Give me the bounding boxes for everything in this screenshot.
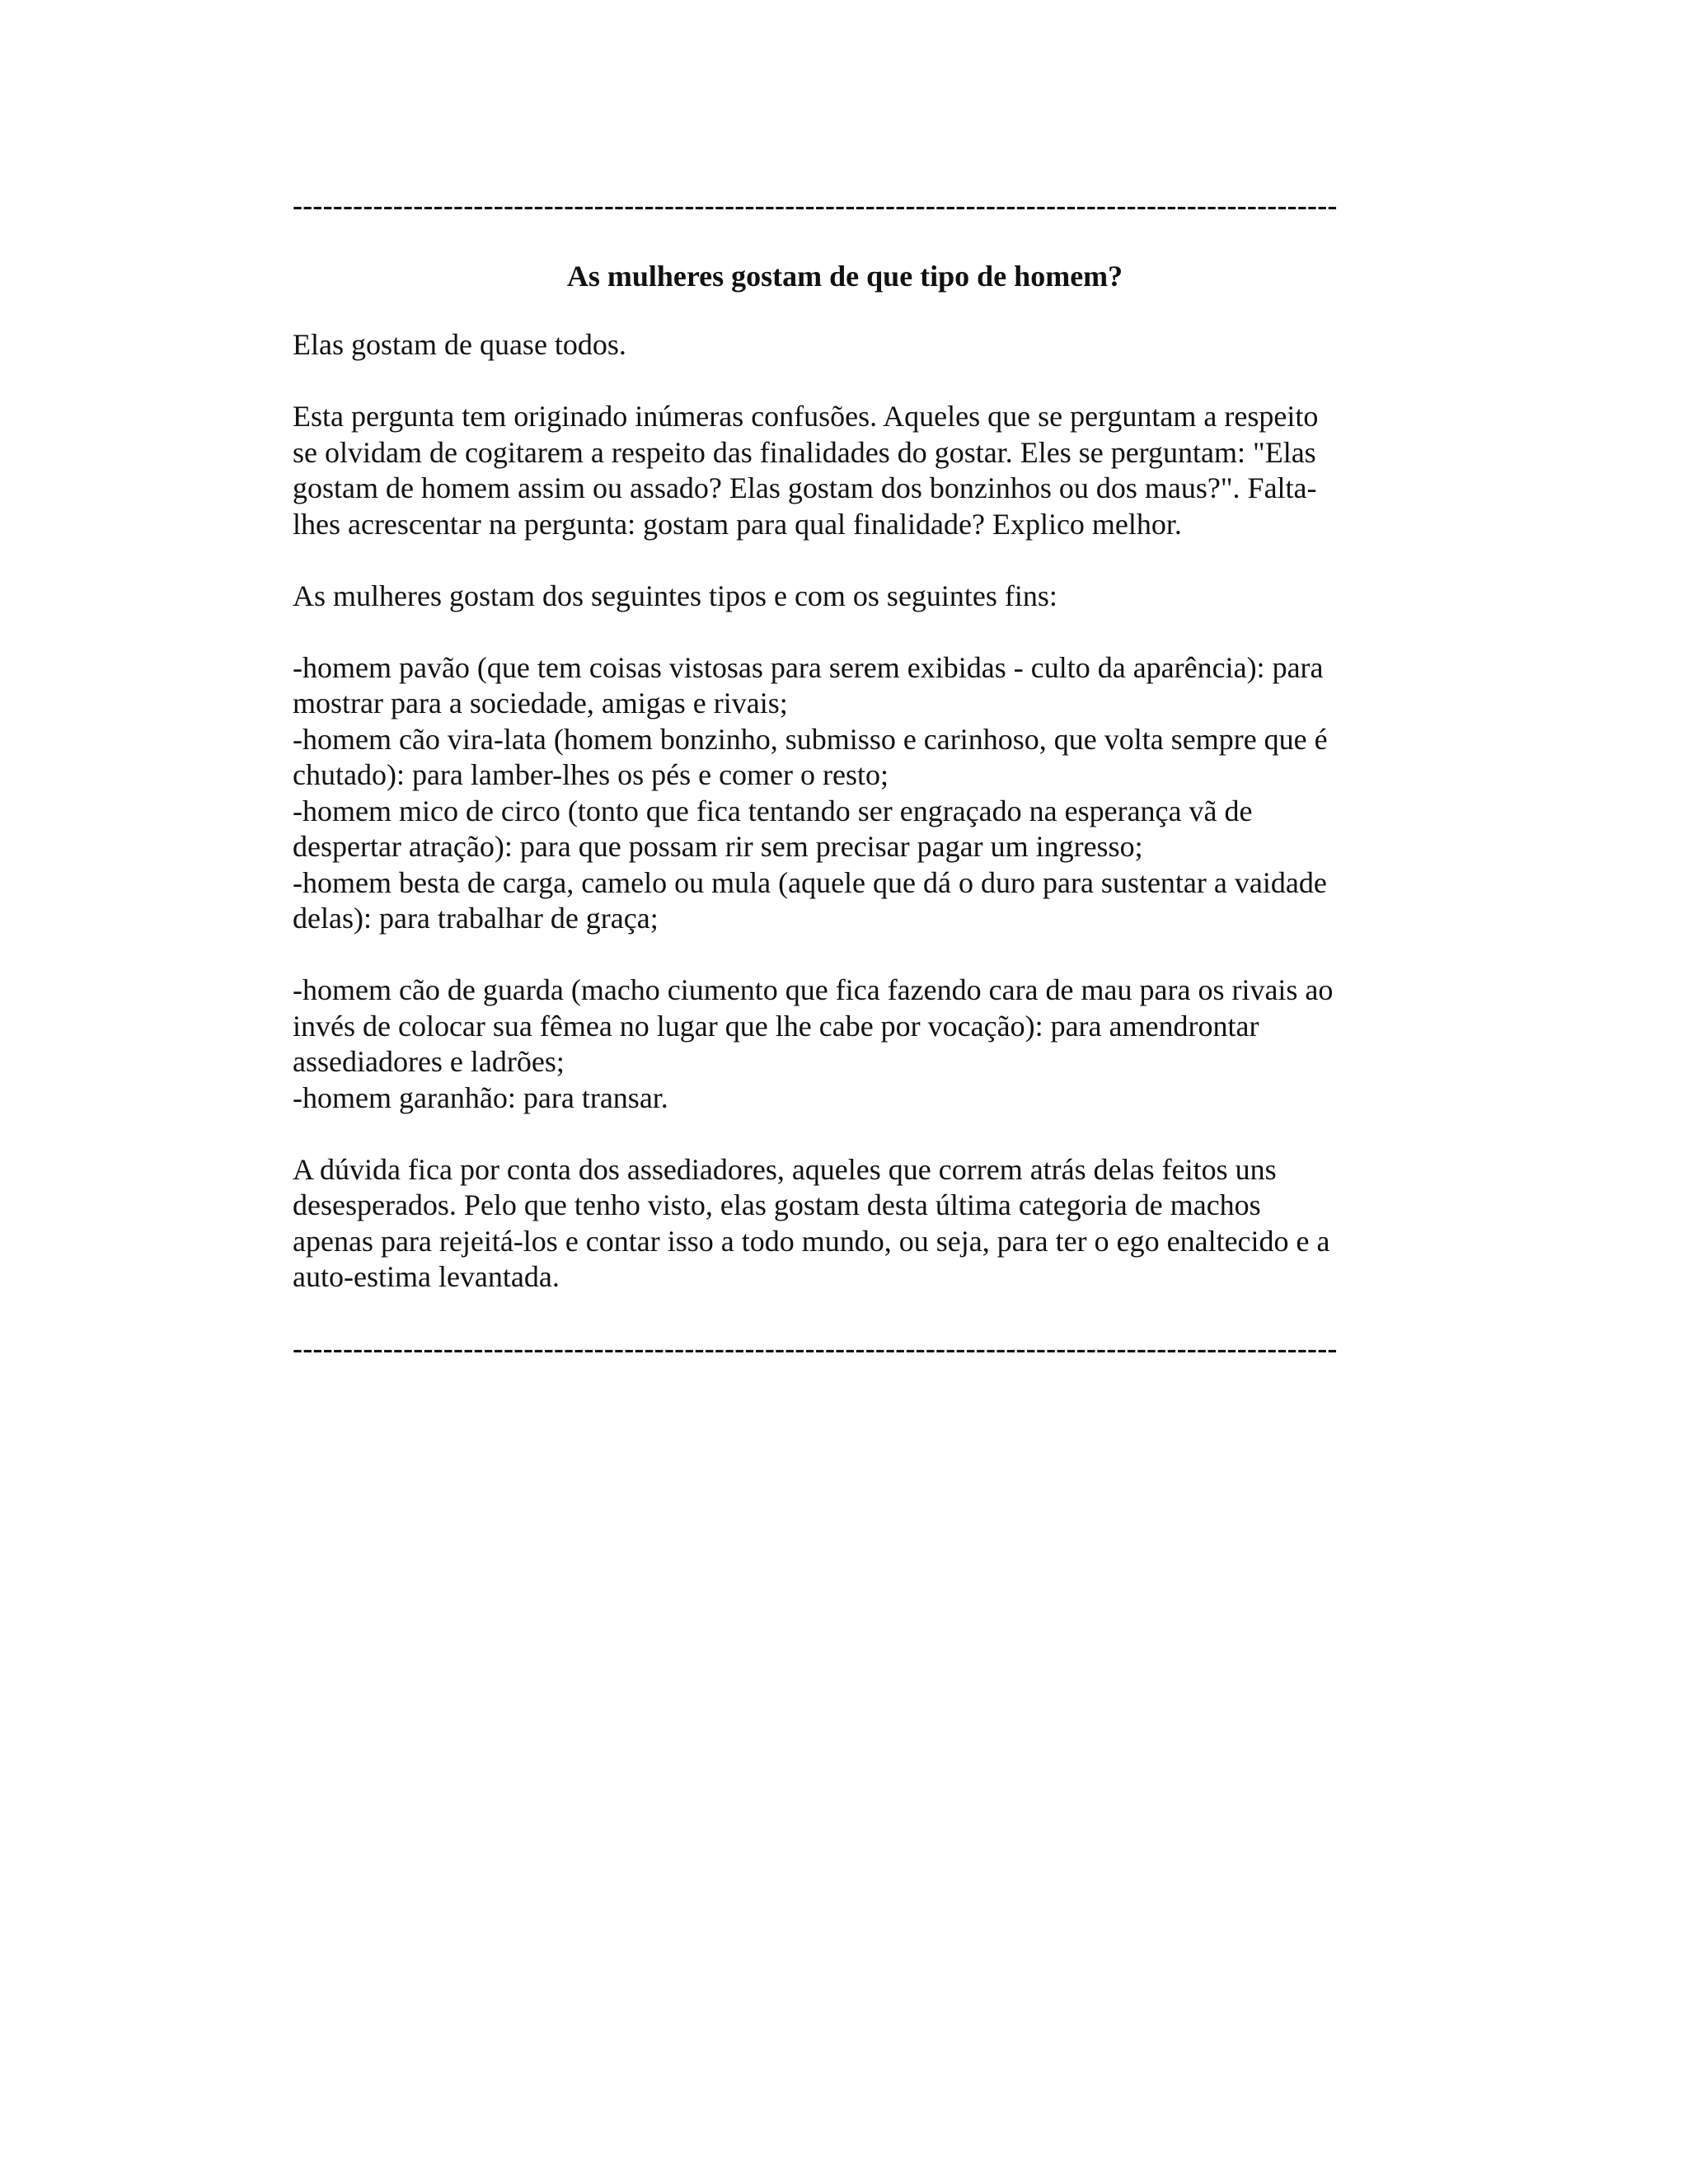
bottom-divider: --------------------------------------------------------------------------------------------------------: [293, 1332, 1338, 1365]
list-item-line: -homem garanhão: para transar.: [293, 1080, 668, 1114]
list-item-line: -homem pavão (que tem coisas vistosas para serem exibidas - culto da aparência): para: [293, 650, 1324, 684]
list-item-line: -homem besta de carga, camelo ou mula (aquele que dá o duro para sustentar a vaidade: [293, 865, 1327, 899]
list-item-line: -homem mico de circo (tonto que fica tentando ser engraçado na esperança vã de: [293, 794, 1253, 827]
paragraph-1: [293, 399, 1397, 542]
paragraph-3-line: auto-estima levantada.: [293, 1260, 560, 1293]
document-title: As mulheres gostam de que tipo de homem?: [566, 259, 1123, 293]
list-item-line: -homem cão de guarda (macho ciumento que fica fazendo cara de mau para os rivais ao: [293, 973, 1334, 1006]
list-item-line: mostrar para a sociedade, amigas e rivais;: [293, 687, 788, 719]
types-list-1: [293, 650, 1397, 937]
paragraph-3-line: A dúvida fica por conta dos assediadores, aqueles que correm atrás delas feitos uns: [293, 1152, 1277, 1186]
paragraph-1-line: gostam de homem assim ou assado? Elas gostam dos bonzinhos ou dos maus?". Falta-: [293, 471, 1317, 504]
paragraph-3: [293, 1152, 1397, 1296]
top-divider: --------------------------------------------------------------------------------------------------------: [293, 189, 1338, 222]
list-item-line: delas): para trabalhar de graça;: [293, 902, 659, 935]
list-item-line: invés de colocar sua fêmea no lugar que lhe cabe por vocação): para amendrontar: [293, 1009, 1259, 1043]
paragraph-2: As mulheres gostam dos seguintes tipos e com os seguintes fins:: [293, 579, 1057, 612]
types-list-2: [293, 972, 1397, 1116]
paragraph-3-line: desesperados. Pelo que tenho visto, elas gostam desta última categoria de machos: [293, 1188, 1261, 1221]
paragraph-3-line: apenas para rejeitá-los e contar isso a todo mundo, ou seja, para ter o ego enaltecido e a: [293, 1224, 1330, 1258]
list-item-line: assediadores e ladrões;: [293, 1045, 565, 1078]
intro-paragraph: Elas gostam de quase todos.: [293, 328, 626, 361]
paragraph-1-line: se olvidam de cogitarem a respeito das finalidades do gostar. Eles se perguntam: "Elas: [293, 435, 1316, 469]
paragraph-1-line: Esta pergunta tem originado inúmeras confusões. Aqueles que se perguntam a respeito: [293, 400, 1319, 433]
document-body: [293, 188, 1397, 1367]
list-item-line: -homem cão vira-lata (homem bonzinho, submisso e carinhoso, que volta sempre que é: [293, 722, 1328, 756]
list-item-line: chutado): para lamber-lhes os pés e comer o resto;: [293, 758, 889, 791]
paragraph-1-line: lhes acrescentar na pergunta: gostam para qual finalidade? Explico melhor.: [293, 507, 1182, 541]
list-item-line: despertar atração): para que possam rir sem precisar pagar um ingresso;: [293, 830, 1143, 863]
